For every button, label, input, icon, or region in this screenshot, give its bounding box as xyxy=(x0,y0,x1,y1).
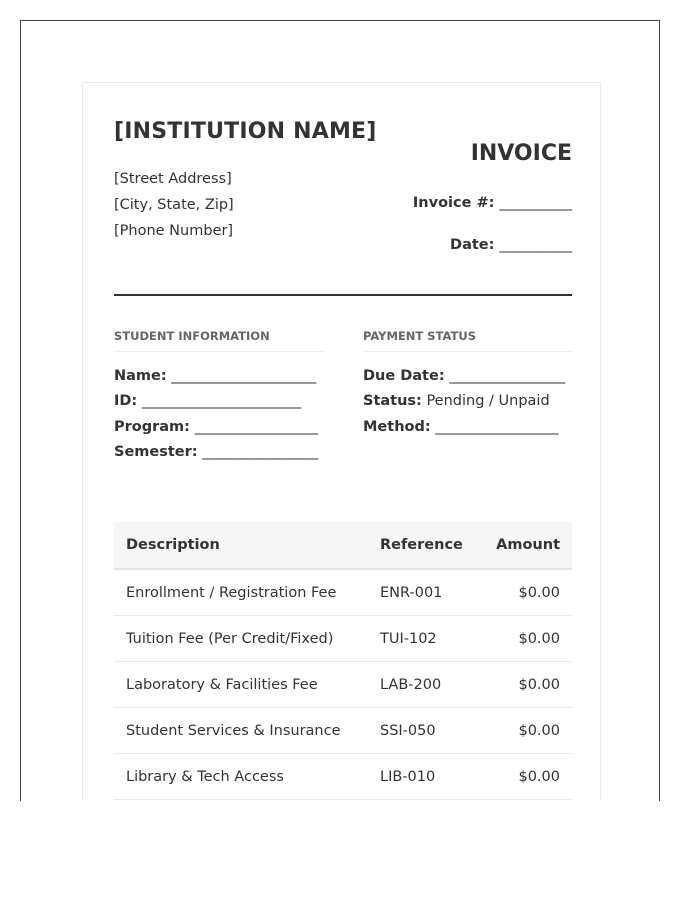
row-amount: $0.00 xyxy=(518,630,560,647)
fees-table xyxy=(114,522,572,800)
row-amount: $0.00 xyxy=(518,676,560,693)
document-frame xyxy=(20,20,660,801)
invoice-number-label: Invoice #: xyxy=(412,195,495,211)
invoice-date-blank: __________ xyxy=(499,237,572,253)
row-description: Laboratory & Facilities Fee xyxy=(126,676,318,693)
method-label: Method: xyxy=(363,419,431,435)
table-row xyxy=(114,708,572,754)
status-field xyxy=(363,393,550,409)
due-date-label: Due Date: xyxy=(363,368,445,384)
student-name-label: Name: xyxy=(114,368,167,384)
table-row xyxy=(114,616,572,662)
institution-name: [INSTITUTION NAME] xyxy=(114,119,377,144)
header-amount: Amount xyxy=(496,537,560,553)
invoice-date-label: Date: xyxy=(450,237,495,253)
student-id-label: ID: xyxy=(114,393,138,409)
student-id-blank: ______________________ xyxy=(141,393,302,409)
student-info-heading: STUDENT INFORMATION xyxy=(114,329,324,352)
method-blank: _________________ xyxy=(435,419,559,435)
method-field xyxy=(363,419,559,435)
header-reference: Reference xyxy=(380,537,463,553)
table-header-row xyxy=(114,522,572,570)
invoice-date-line xyxy=(450,237,572,253)
student-semester-field xyxy=(114,444,318,460)
status-value: Pending / Unpaid xyxy=(426,393,550,409)
due-date-blank: ________________ xyxy=(449,368,566,384)
street-address: [Street Address] xyxy=(114,171,232,187)
row-description: Enrollment / Registration Fee xyxy=(126,584,337,601)
row-amount: $0.00 xyxy=(518,722,560,739)
row-reference: LIB-010 xyxy=(380,768,436,785)
row-reference: LAB-200 xyxy=(380,676,442,693)
invoice-number-line xyxy=(413,195,572,211)
invoice-paper xyxy=(82,82,601,801)
row-reference: ENR-001 xyxy=(380,584,443,601)
due-date-field xyxy=(363,368,565,384)
table-row xyxy=(114,570,572,616)
payment-status-heading: PAYMENT STATUS xyxy=(363,329,572,352)
row-amount: $0.00 xyxy=(518,768,560,785)
student-program-label: Program: xyxy=(114,419,190,435)
student-id-field xyxy=(114,393,301,409)
header-divider xyxy=(114,294,572,296)
header-description: Description xyxy=(126,537,220,553)
city-state-zip: [City, State, Zip] xyxy=(114,197,234,213)
table-row xyxy=(114,662,572,708)
row-description: Tuition Fee (Per Credit/Fixed) xyxy=(126,630,334,647)
row-description: Library & Tech Access xyxy=(126,768,284,785)
status-label: Status: xyxy=(363,393,422,409)
invoice-title: INVOICE xyxy=(470,141,572,166)
student-program-blank: _________________ xyxy=(194,419,318,435)
row-reference: SSI-050 xyxy=(380,722,436,739)
student-program-field xyxy=(114,419,318,435)
table-row xyxy=(114,754,572,800)
invoice-number-blank: __________ xyxy=(499,195,572,211)
student-semester-blank: ________________ xyxy=(202,444,319,460)
row-amount: $0.00 xyxy=(518,584,560,601)
phone-number: [Phone Number] xyxy=(114,223,234,239)
student-semester-label: Semester: xyxy=(114,444,198,460)
student-name-field xyxy=(114,368,316,384)
student-name-blank: ____________________ xyxy=(171,368,317,384)
row-description: Student Services & Insurance xyxy=(126,722,341,739)
row-reference: TUI-102 xyxy=(380,630,437,647)
